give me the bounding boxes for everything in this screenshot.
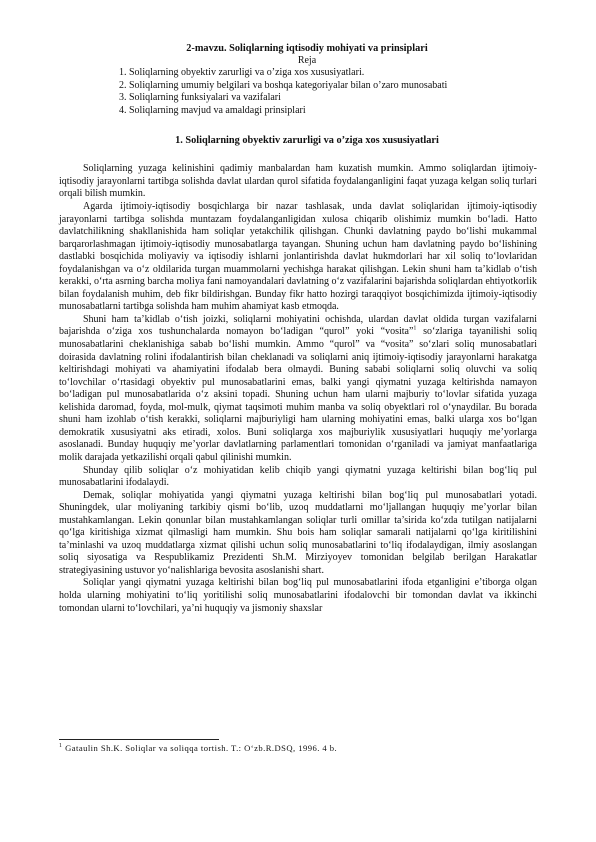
page-content	[59, 43, 537, 615]
plan-item: 2. Soliqlarning umumiy belgilari va boshqa kategoriyalar bilan o’zaro munosabati	[119, 79, 448, 91]
page-title: 2-mavzu. Soliqlarning iqtisodiy mohiyati va prinsiplari	[186, 43, 428, 54]
paragraph-text: so‘zlariga tayanilishi soliq munosabatlarini cheklanishiga sabab bo‘lishi mumkin. Ammo “qurol” va “vosita” so‘zlari soliq munosabatlari doirasida davlatning rolini ifodalantirish bilan cheklanadi va soliqlarni aniq ijtimoiy-iqtisodiy jarayonlarni harakatga keltirishdagi mohiyati va ahamiyatini ifodalab bera olmaydi. Buning sababi soliqlarni soliq oluvchi va soliq to‘lovchilar o‘rtasidagi obyektiv pul munosabatlarini emas, balki yangi qiymatni yuzaga keltirishda namayon bo‘ladigan pul munosabatlarida o‘z aksini topadi. Shuning uchun ham ularni majburiy to‘lovlar sifatida yuzaga kelishida daromad, foyda, mol-mulk, qiymat taqsimoti muhim manba va soliq obyektlari rol o‘ynaydilar. Bu borada shuni ham izohlab o‘tish kerakki, soliqlarni majburiyligi ham ularning mohiyatini emas, balki ularga xos bo‘lgan demokratik xususiyatni aks etiradi, xolos. Buni soliqlarga xos majburiylik xususiyatlari huquqiy me’yorlarga asoslanadi. Bunday huquqiy me’yorlar davlatlarning parlamentlari tomonidan o‘rganiladi va jamiyat manfaatlariga molik darajada yetkazilishi orqali qabul qilinishi mumkin.	[59, 326, 537, 463]
paragraph: Soliqlar yangi qiymatni yuzaga keltirishi bilan bog‘liq pul munosabatlarini ifoda etganligini e’tiborga olgan holda ularning mohiyatini to‘liq yoritilishi soliq munosabatlarini ifodalovchi bir tomondan davlat va ikkinchi tomondan ularni to‘lovchilari, ya’ni huquqiy va jismoniy shaxslar	[59, 577, 537, 614]
footnote-reference[interactable]: 1	[413, 326, 417, 333]
plan-item: 4. Soliqlarning mavjud va amaldagi prinsiplari	[119, 104, 306, 116]
footnote-marker: 1	[59, 743, 63, 750]
plan-list	[59, 67, 537, 117]
paragraph: Shunday qilib soliqlar o‘z mohiyatidan kelib chiqib yangi qiymatni yuzaga keltirishi bilan bog‘liq pul munosabatlarini ifodalaydi.	[59, 464, 537, 489]
plan-heading: Reja	[297, 55, 317, 66]
footnote	[59, 743, 537, 754]
body-text	[59, 163, 537, 615]
plan-item: 1. Soliqlarning obyektiv zarurligi va o’ziga xos xususiyatlari.	[119, 67, 365, 78]
paragraph: Soliqlarning yuzaga kelinishini qadimiy manbalardan ham kuzatish mumkin. Ammo soliqlardan ijtimoiy-iqtisodiy jarayonlarni tartibga solishda davlat ulardan qurol sifatida foydalanganligini faqat yuzaga kelgan soliq turlari orqali bilish mumkin.	[59, 163, 537, 200]
section-title: 1. Soliqlarning obyektiv zarurligi va o’ziga xos xususiyatlari	[175, 135, 439, 147]
paragraph: Agarda ijtimoiy-iqtisodiy bosqichlarga bir nazar tashlasak, unda davlat soliqlaridan ijtimoiy-iqtisodiy jarayonlarni tartibga solishda muntazam foydalanganligidan xulosa chiqarib olishimiz mumkin bo‘ladi. Hatto davlatchilikning shakllanishida ham soliqlar yetakchilik qilishgan. Chunki davlatning paydo bo‘lishi mukammal barqarorlashmagan ijtimoiy-iqtisodiy munosabatlarga tayangan. Shuning uchun ham davlatning paydo bo‘lishining dastlabki bosqichida moliyaviy va iqtisodiy ishlarni jonlantirishda davlat hukmdorlari har xil soliq to‘lovlaridan foydalanishgan va o‘z oldilarida turgan muammolarni yechishga harakat qilishgan. Lekin shuni ham ta’kidlab o‘tish kerakki, o‘rta asrning barcha moliya fani namoyandalari davlatning o‘z vazifalarini bajarishda soliqlardan ehtiyotkorlik bilan foydalanish muhim, deb fikr bildirishgan. Bunday fikr hatto hozirgi taraqqiyot bosqichimizda ijtimoiy-iqtisodiy munosabatlarni tartibga solishda ham muhim ahamiyat kasb etmoqda.	[59, 201, 537, 313]
paragraph	[59, 314, 537, 465]
paragraph-text: Shuni ham ta’kidlab o‘tish joizki, soliqlarni mohiyatini ochishda, ulardan davlat oldida turgan vazifalarni bajarishda o‘ziga xos tushunchalarda nomayon bo‘ladigan “qurol” yoki “vosita”	[59, 313, 537, 338]
footnote-divider	[59, 739, 219, 740]
footnote-text: Gataulin Sh.K. Soliqlar va soliqqa tortish. T.: O‘zb.R.DSQ, 1996. 4 b.	[65, 743, 338, 753]
paragraph: Demak, soliqlar mohiyatida yangi qiymatni yuzaga keltirishi bilan bog‘liq pul munosabatlari yotadi. Shuningdek, ular moliyaning tarkibiy qismi bo‘lib, uzoq muddatlarni mo‘ljallangan huquqiy me’yorlar bilan mustahkamlangan. Lekin qonunlar bilan mustahkamlangan soliqlar turli omillar ta’sirida ko‘zda tutilgan natijalarni qo‘lga kiritishiga xizmat qilmasligi ham mumkin. Shu bois ham soliqlar samarali natijalarni qo‘lga kiritilishini ta’minlashi va uzoq muddatlarga xizmat qilishi uchun soliq munosabatlarini to‘liq ifodalaydigan, ilmiy asoslangan soliq siyosatiga va Respublikamiz Prezidenti Sh.M. Mirziyoyev tomonidan belgilab berilgan Harakatlar strategiyasining ustuvor yo‘nalishlariga bevosita asoslanishi shart.	[59, 489, 537, 576]
plan-item: 3. Soliqlarning funksiyalari va vazifalari	[119, 92, 281, 104]
